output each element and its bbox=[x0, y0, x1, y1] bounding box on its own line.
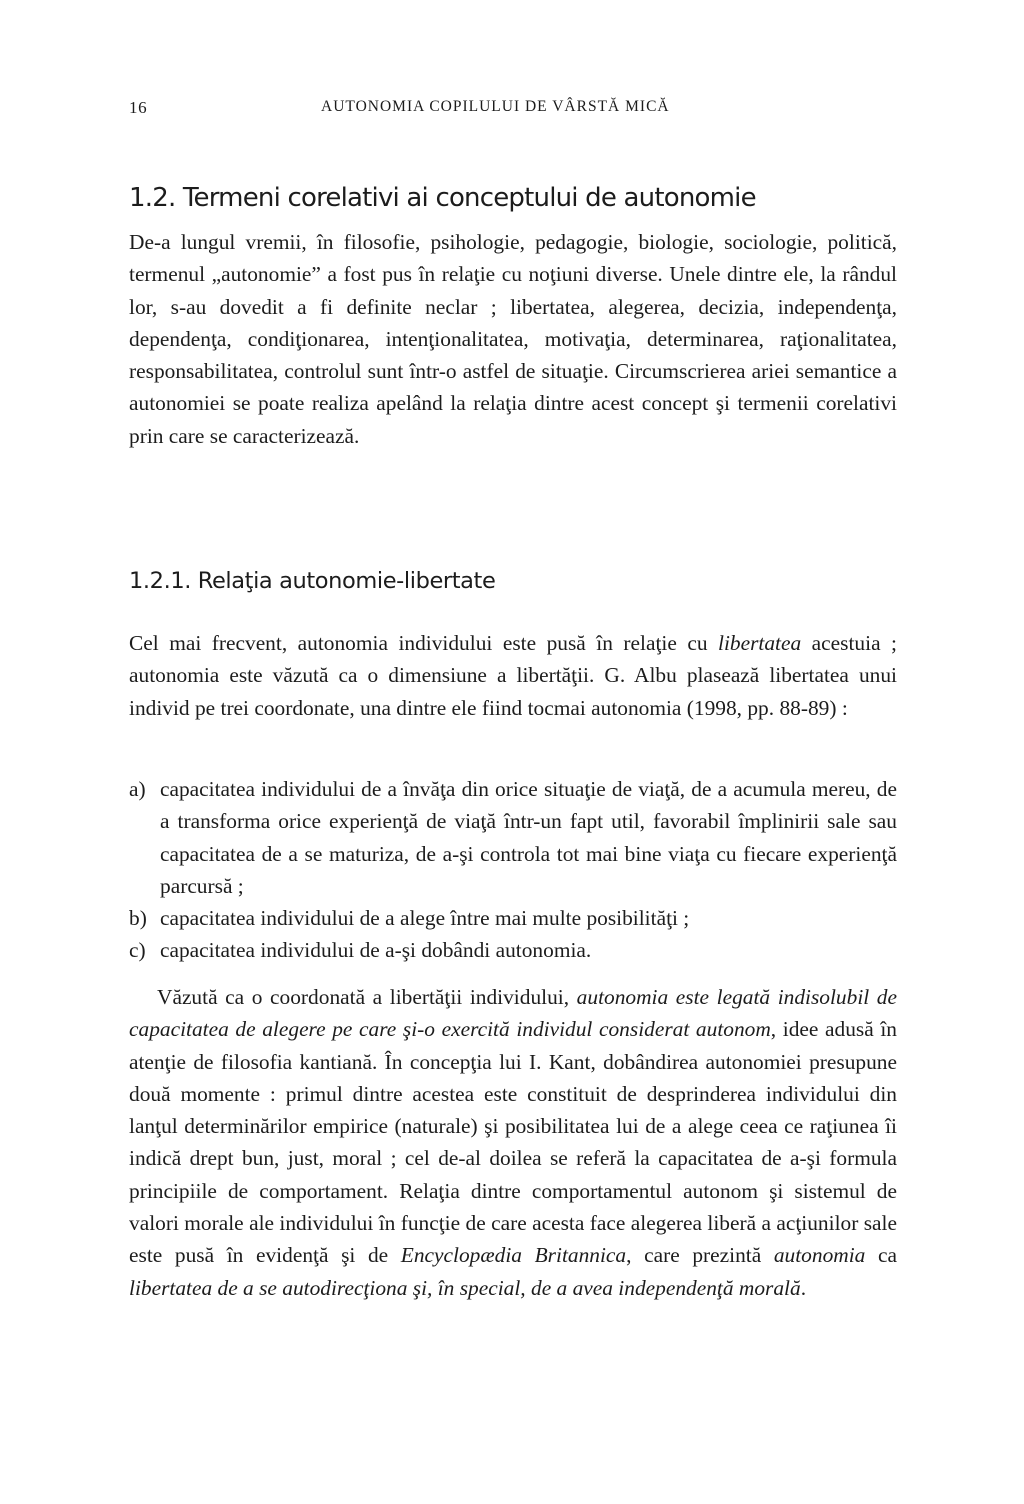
subsection-intro-paragraph bbox=[129, 627, 897, 724]
kant-text-2: , idee adusă în atenţie de filosofia kantiană. În concepţia lui I. Kant, dobândirea autonomiei presupune două momente : primul dintre acestea este constituit de desprinderea individului din lanţul determinărilor empirice (naturale) şi posibilitatea lui de a alege ceea ce raţiunea îi indică drept bun, just, moral ; cel de-al doilea se referă la capacitatea de a-şi formula principiile de comportament. Relaţia dintre comportamentul autonom şi sistemul de valori morale ale individului în funcţie de care acesta face alegerea liberă a acţiunilor sale este pusă în evidenţă şi de bbox=[129, 1017, 898, 1268]
subsection-title: 1.2.1. Relaţia autonomie-libertate bbox=[129, 568, 496, 594]
kant-text-4: ca bbox=[865, 1243, 897, 1268]
kant-italic-autonomia: autonomia bbox=[773, 1243, 866, 1268]
intro-text-after: acestuia ; autonomia este văzută ca o dimensiune a libertăţii. G. Albu plasează libertatea unui individ pe trei coordonate, una dintre ele fiind tocmai autonomia (1998, pp. 88-89) : bbox=[129, 631, 897, 720]
section-title: 1.2. Termeni corelativi ai conceptului de autonomie bbox=[129, 183, 756, 213]
page-header bbox=[129, 98, 897, 122]
list-item-text: capacitatea individului de a-şi dobândi autonomia. bbox=[160, 938, 592, 963]
list-item-text: capacitatea individului de a învăţa din orice situaţie de viaţă, de a acumula mereu, de a transforma orice experienţă de viaţă într-un fapt util, favorabil împlinirii sale sau capacitatea de a se maturiza, de a-şi controla tot mai bine viaţa cu fiecare experienţă parcursă ; bbox=[160, 777, 897, 898]
list-item bbox=[129, 773, 897, 902]
list-marker: c) bbox=[129, 938, 146, 963]
kant-text-1: Văzută ca o coordonată a libertăţii individului, bbox=[157, 985, 577, 1009]
kant-italic-1: autonomia este legată indisolubil de capacitatea de alegere pe care şi-o exercită individul considerat autonom bbox=[129, 985, 898, 1042]
coordinates-list bbox=[129, 773, 897, 967]
intro-italic-term: libertatea bbox=[718, 631, 802, 655]
list-marker: a) bbox=[129, 777, 146, 801]
section-paragraph: De-a lungul vremii, în filosofie, psihologie, pedagogie, biologie, sociologie, politică, termenul „autonomie” a fost pus în relaţie cu noţiuni diverse. Unele dintre ele, la rândul lor, s-au dovedit a fi definite neclar ; libertatea, alegerea, decizia, independenţa, dependenţa, condiţionarea, intenţionalitatea, motivaţia, determinarea, raţionalitatea, responsabilitatea, controlul sunt într-o astfel de situaţie. Circumscrierea ariei semantice a autonomiei se poate realiza apelând la relaţia dintre acest concept şi termenii corelativi prin care se caracterizează. bbox=[129, 230, 897, 448]
list-item bbox=[129, 902, 897, 934]
intro-text-before: Cel mai frecvent, autonomia individului este pusă în relaţie cu bbox=[129, 631, 719, 655]
kant-italic-definition: libertatea de a se autodirecţiona şi, în special, de a avea independenţă morală bbox=[129, 1275, 801, 1300]
list-marker: b) bbox=[129, 906, 147, 931]
page-number: 16 bbox=[129, 98, 148, 117]
running-title: AUTONOMIA COPILULUI DE VÂRSTĂ MICĂ bbox=[321, 98, 670, 115]
kant-text-3: , care prezintă bbox=[626, 1243, 774, 1268]
list-item-text: capacitatea individului de a alege între mai multe posibilităţi ; bbox=[160, 906, 690, 931]
list-item bbox=[129, 934, 897, 966]
kant-text-5: . bbox=[800, 1275, 807, 1300]
kant-italic-encyclopaedia: Encyclopædia Britannica bbox=[400, 1243, 627, 1268]
kant-paragraph bbox=[129, 981, 897, 1304]
